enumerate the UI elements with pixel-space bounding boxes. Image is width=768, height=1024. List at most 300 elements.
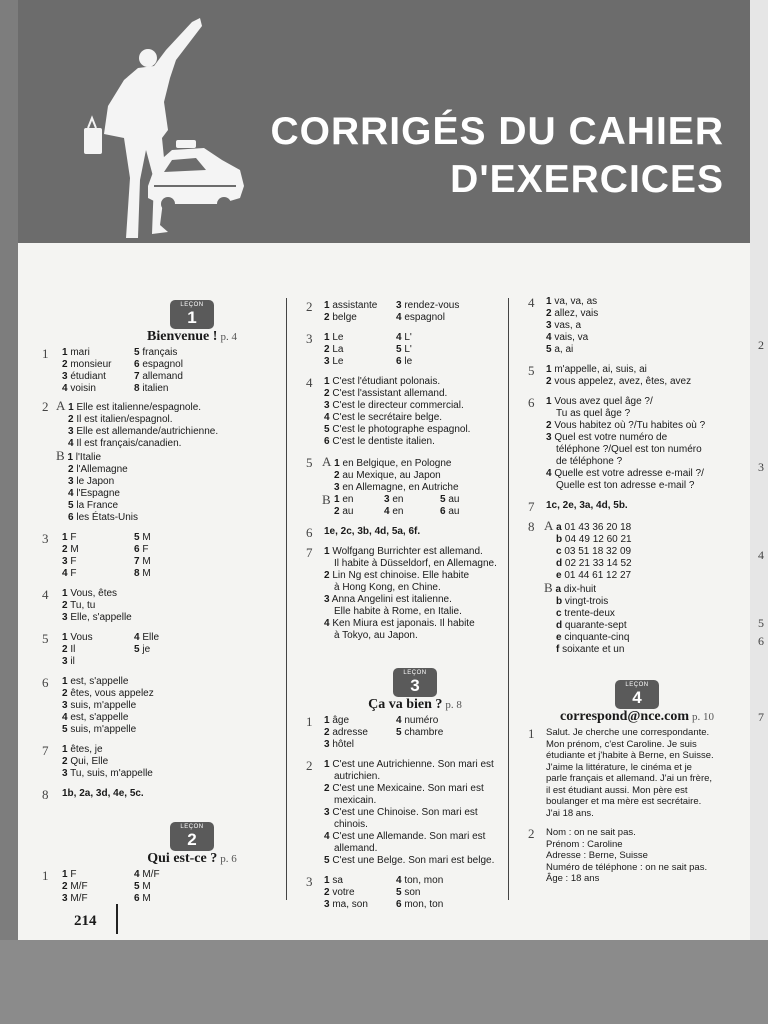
answer-text: C'est le dentiste italien.: [332, 436, 435, 447]
answer-text: son: [404, 887, 421, 898]
answer-label: e: [556, 570, 562, 581]
answer-label: 2: [334, 470, 340, 481]
answer-row: [324, 570, 526, 582]
part-label: B: [322, 492, 331, 507]
answer-list: [56, 400, 302, 524]
answer-row: [556, 620, 748, 632]
answer-text: C'est une Mexicaine. Son mari est: [332, 783, 484, 794]
answer-text: est, s'appelle: [70, 676, 129, 687]
lesson-header: [82, 822, 302, 865]
answer-label: 4: [68, 488, 74, 499]
answer-label: 3: [324, 739, 330, 750]
answer-row: [68, 488, 302, 500]
answer-paragraph: [546, 827, 748, 885]
answer-text: hôtel: [332, 739, 355, 750]
answer-text: Il habite à Düsseldorf, en Allemagne.: [334, 558, 497, 569]
answer-label: 1: [324, 715, 330, 726]
answer-list: [324, 875, 526, 911]
exercise: [42, 631, 302, 668]
answer-row: [324, 546, 526, 558]
answer-label: 4: [396, 332, 402, 343]
answer-text: chinois.: [334, 819, 368, 830]
answer-text: en: [392, 494, 404, 505]
answer-row: [68, 438, 302, 450]
answer-label: 4: [134, 632, 140, 643]
answer-row: [324, 594, 526, 606]
answer-text: Le: [332, 332, 344, 343]
answer-text: 1e, 2c, 3b, 4d, 5a, 6f.: [324, 526, 421, 537]
answer-text: rendez-vous: [404, 300, 460, 311]
answer-row: [324, 424, 526, 436]
page-title: [270, 108, 724, 204]
answer-row: [68, 426, 302, 438]
lesson-title-text: Qui est-ce ?: [147, 851, 218, 866]
exercise-number: 1: [528, 726, 535, 741]
margin-number: 2: [758, 338, 764, 352]
exercise-number: 3: [42, 531, 49, 546]
exercise-number: 3: [306, 874, 313, 889]
answer-text: le: [404, 356, 413, 367]
answer-text: français: [142, 347, 178, 358]
answer-row: [62, 359, 302, 371]
answer-row: [62, 383, 302, 395]
answer-text: Vous, êtes: [70, 588, 118, 599]
answer-list: [546, 396, 748, 492]
answer-text: autrichien.: [334, 771, 381, 782]
answer-text: soixante et un: [562, 644, 625, 655]
exercise-number: 6: [528, 395, 535, 410]
answer-row: [544, 520, 748, 534]
answer-label: b: [556, 534, 563, 545]
answer-label: 5: [440, 494, 446, 505]
answer-label: a: [556, 522, 562, 533]
answer-label: 3: [334, 482, 340, 493]
answer-label: 4: [396, 312, 402, 323]
answer-text: Qui, Elle: [70, 756, 109, 767]
answer-label: 4: [324, 412, 330, 423]
exercise: [42, 743, 302, 780]
lesson-header: [526, 680, 748, 723]
part-label: A: [56, 398, 66, 413]
answer-line: Nom : on ne sait pas.: [546, 827, 636, 838]
answer-line: J'ai 18 ans.: [546, 807, 594, 819]
answer-row: [62, 632, 302, 644]
answer-text: en: [342, 494, 354, 505]
answer-text: assistante: [332, 300, 378, 311]
exercise: [526, 396, 748, 492]
answer-line: parle français et allemand. J'ai un frère,: [546, 773, 713, 784]
answer-row: [62, 588, 302, 600]
answer-list: [62, 532, 302, 580]
lesson-header: [304, 668, 526, 711]
answer-label: 1: [546, 296, 552, 307]
lesson-number: 3: [410, 676, 420, 695]
lesson-header: [82, 300, 302, 343]
answer-row: [324, 875, 526, 887]
answer-text: M: [70, 544, 79, 555]
answer-text: italien: [142, 383, 169, 394]
exercise-number: 7: [306, 545, 313, 560]
answer-text: trente-deux: [564, 608, 615, 619]
answer-line: Numéro de téléphone : on ne sait pas.: [546, 861, 708, 873]
answer-row: [334, 470, 526, 482]
answer-text: C'est une Belge. Son mari est belge.: [332, 855, 495, 866]
answer-label: 1: [324, 875, 330, 886]
answer-row: [544, 582, 748, 596]
answer-text: allez, vais: [554, 308, 599, 319]
answer-text: êtes, je: [70, 744, 103, 755]
lesson-title-text: Bienvenue !: [147, 329, 218, 344]
answer-label: 1: [62, 676, 68, 687]
answer-row: [546, 364, 748, 376]
answer-label: 1: [324, 376, 330, 387]
answer-label: 6: [396, 356, 402, 367]
answer-text: C'est le secrétaire belge.: [332, 412, 443, 423]
exercise: [304, 526, 526, 538]
answer-row: [556, 546, 748, 558]
answer-row: [62, 768, 302, 780]
answer-text: La: [332, 344, 344, 355]
answer-text: au: [342, 506, 354, 517]
answer-label: 2: [68, 414, 74, 425]
answer-row: [324, 899, 526, 911]
scan-shadow-left: [0, 0, 18, 1024]
answer-row: [546, 320, 748, 332]
answer-text: C'est le directeur commercial.: [332, 400, 464, 411]
answer-text: allemand.: [334, 843, 378, 854]
answer-label: 4: [546, 332, 552, 343]
exercise: [304, 300, 526, 324]
answer-text: monsieur: [70, 359, 112, 370]
exercise: [42, 531, 302, 580]
answer-line: Adresse : Berne, Suisse: [546, 850, 648, 861]
answer-line: boulanger et ma mère est secrétaire.: [546, 796, 702, 807]
answer-row: [68, 512, 302, 524]
textbook-page: [18, 0, 750, 940]
answer-text: Ken Miura est japonais. Il habite: [332, 618, 475, 629]
exercise: [526, 500, 748, 512]
answer-row: [62, 700, 302, 712]
answer-text: est, s'appelle: [70, 712, 129, 723]
answer-row: [324, 332, 526, 344]
exercise: [42, 346, 302, 395]
page-number-rule: [116, 904, 118, 934]
lesson-title-text: Ça va bien ?: [368, 697, 443, 712]
answer-line: Prénom : Caroline: [546, 838, 623, 850]
answer-text: Elle: [142, 632, 160, 643]
answer-text: Il est italien/espagnol.: [76, 414, 173, 425]
answer-text: Quel est votre numéro de: [554, 432, 668, 443]
exercise-number: 2: [528, 826, 535, 841]
answer-text: C'est le photographe espagnol.: [332, 424, 471, 435]
answer-label: 3: [62, 371, 68, 382]
answer-line: il est étudiant aussi. Mon père est: [546, 784, 688, 796]
exercise-number: 8: [42, 787, 49, 802]
answer-label: b: [556, 596, 563, 607]
answer-label: 1: [324, 759, 330, 770]
exercise-number: 7: [528, 499, 535, 514]
answer-row: [62, 881, 302, 893]
answer-row: [324, 887, 526, 899]
exercise-number: 4: [306, 375, 313, 390]
answer-row: [62, 656, 302, 668]
answer-row: [546, 296, 748, 308]
answer-text: vous appelez, avez, êtes, avez: [554, 376, 692, 387]
answer-text: belge: [332, 312, 357, 323]
answer-row: [56, 400, 302, 414]
answer-row: [324, 715, 526, 727]
answer-label: 1: [62, 744, 68, 755]
answer-text: M: [142, 556, 151, 567]
answer-label: d: [556, 558, 563, 569]
answer-text: M: [142, 881, 151, 892]
answer-label: 6: [440, 506, 446, 517]
answer-line: Âge : 18 ans: [546, 873, 600, 884]
answer-label: 6: [134, 359, 140, 370]
answer-row: [546, 420, 748, 432]
answer-text: mon, ton: [404, 899, 444, 910]
answer-row: [324, 436, 526, 448]
answer-row: [556, 534, 748, 546]
answer-label: 3: [546, 320, 552, 331]
answer-label: 4: [62, 712, 68, 723]
exercise-number: 4: [42, 587, 49, 602]
answer-text: Il est français/canadien.: [76, 438, 182, 449]
answer-list: [62, 632, 302, 668]
answer-text: C'est une Chinoise. Son mari est: [332, 807, 478, 818]
answer-label: 3: [324, 400, 330, 411]
answer-label: 1: [324, 546, 330, 557]
answer-text: Elle est allemande/autrichienne.: [76, 426, 219, 437]
column-2: [304, 300, 526, 911]
margin-number: 7: [758, 710, 764, 724]
answer-label: 5: [62, 724, 68, 735]
answer-label: 1: [67, 452, 74, 463]
exercise: [304, 759, 526, 867]
answer-row: [546, 432, 748, 444]
answer-row: [62, 756, 302, 768]
scan-shadow-bottom: [0, 940, 768, 1024]
lesson-title-text: correspond@nce.com: [559, 709, 690, 724]
answer-label: 2: [62, 600, 68, 611]
answer-label: 6: [134, 893, 140, 904]
exercise-number: 1: [306, 714, 313, 729]
lesson-page-ref: p. 8: [445, 699, 462, 711]
answer-row: [546, 344, 748, 356]
answer-label: 6: [134, 544, 140, 555]
answer-row: [324, 388, 526, 400]
header-banner: [18, 0, 750, 243]
answer-label: 3: [62, 893, 68, 904]
lesson-tag: [170, 300, 214, 329]
answer-label: a: [555, 584, 562, 595]
exercise-number: 1: [42, 346, 49, 361]
answer-text: M: [142, 532, 151, 543]
answer-label: 4: [68, 438, 74, 449]
answer-label: 1: [334, 494, 340, 505]
answer-label: 1: [68, 402, 74, 413]
lesson-title: [526, 711, 748, 723]
answer-row: [324, 312, 526, 324]
answer-text: à Hong Kong, en Chine.: [334, 582, 441, 593]
answer-row: [324, 300, 526, 312]
answer-row: [324, 376, 526, 388]
title-line-2: D'EXERCICES: [450, 158, 724, 201]
margin-number: 6: [758, 634, 764, 648]
answer-text: 02 21 33 14 52: [564, 558, 632, 569]
exercise: [526, 727, 748, 819]
answer-row: [324, 412, 526, 424]
answer-row: [62, 676, 302, 688]
answer-row: [68, 414, 302, 426]
answer-label: 2: [324, 344, 330, 355]
answer-label: 4: [324, 831, 330, 842]
answer-label: 3: [324, 807, 330, 818]
answer-label: d: [556, 620, 563, 631]
answer-text: en Belgique, en Pologne: [342, 458, 452, 469]
exercise: [42, 675, 302, 736]
exercise: [526, 520, 748, 656]
answer-line: J'aime la littérature, le cinéma et je: [546, 761, 692, 773]
answer-label: 5: [134, 644, 140, 655]
answer-text: Vous avez quel âge ?/: [554, 396, 653, 407]
lesson-number: 2: [187, 830, 197, 849]
answer-row: [324, 727, 526, 739]
exercise-number: 5: [42, 631, 49, 646]
answer-text: F: [70, 869, 77, 880]
answer-row: [62, 744, 302, 756]
part-label: B: [56, 448, 65, 463]
answer-label: 4: [134, 869, 140, 880]
answer-label: 2: [324, 887, 330, 898]
answer-text: cinquante-cinq: [564, 632, 630, 643]
title-line-1: CORRIGÉS DU CAHIER: [270, 110, 724, 153]
margin-number: 4: [758, 548, 764, 562]
answer-label: 2: [324, 570, 330, 581]
answer-text: Wolfgang Burrichter est allemand.: [332, 546, 483, 557]
answer-row: [56, 450, 302, 464]
answer-label: c: [556, 608, 562, 619]
answer-text: voisin: [70, 383, 96, 394]
answer-row: [556, 558, 748, 570]
answer-line: étudiante et j'habite à Berne, en Suisse.: [546, 750, 714, 761]
answer-row: [546, 308, 748, 320]
answer-label: 2: [62, 756, 68, 767]
answer-list: [62, 744, 302, 780]
answer-label: 4: [324, 618, 330, 629]
answer-list: [62, 676, 302, 736]
lesson-tag-label: LEÇON: [625, 682, 649, 688]
answer-label: c: [556, 546, 562, 557]
answer-label: 1: [62, 588, 68, 599]
answer-label: 2: [62, 544, 68, 555]
answer-label: 1: [546, 364, 552, 375]
answer-text: Quelle est votre adresse e-mail ?/: [554, 468, 704, 479]
answer-list: [546, 364, 748, 388]
answer-list: [62, 588, 302, 624]
answer-row: [324, 344, 526, 356]
answer-text: espagnol: [404, 312, 445, 323]
exercise-number: 8: [528, 519, 535, 534]
answer-text: L': [404, 344, 412, 355]
lesson-page-ref: p. 4: [220, 331, 237, 343]
answer-row: [324, 807, 526, 819]
exercise-number: 2: [306, 299, 313, 314]
answer-text: va, va, as: [554, 296, 598, 307]
answer-label: 3: [384, 494, 390, 505]
lesson-title: [82, 331, 302, 343]
answer-list: [324, 715, 526, 751]
answer-label: 2: [324, 312, 330, 323]
answer-label: 3: [68, 426, 74, 437]
answer-label: 1: [62, 869, 68, 880]
answer-row: [324, 855, 526, 867]
answer-text: Elle, s'appelle: [70, 612, 132, 623]
answer-row: [322, 456, 526, 470]
answer-label: 1: [62, 347, 68, 358]
answer-text: vingt-trois: [564, 596, 609, 607]
answer-row: [556, 608, 748, 620]
exercise: [42, 398, 302, 524]
answer-label: 5: [68, 500, 74, 511]
lesson-page-ref: p. 10: [692, 711, 715, 723]
answer-row: [556, 596, 748, 608]
page-number: 214: [74, 913, 97, 929]
exercise: [526, 364, 748, 388]
answer-label: 5: [396, 344, 402, 355]
answer-label: 5: [546, 344, 552, 355]
answer-row: [62, 532, 302, 544]
answer-text: la France: [76, 500, 119, 511]
margin-number: 3: [758, 460, 764, 474]
answer-label: 5: [396, 727, 402, 738]
answer-label: e: [556, 632, 562, 643]
answer-text: vais, va: [554, 332, 589, 343]
exercise-number: 5: [528, 363, 535, 378]
answer-label: 5: [324, 855, 330, 866]
exercise: [42, 587, 302, 624]
answer-row: [556, 644, 748, 656]
answer-text: C'est une Allemande. Son mari est: [332, 831, 486, 842]
answer-label: 2: [68, 464, 74, 475]
answer-label: 3: [62, 768, 68, 779]
answer-text: Tu, suis, m'appelle: [70, 768, 153, 779]
answer-label: 3: [62, 556, 68, 567]
answer-text: à Tokyo, au Japon.: [334, 630, 418, 641]
answer-row: [62, 556, 302, 568]
answer-line: Mon prénom, c'est Caroline. Je suis: [546, 738, 697, 750]
answer-text: 03 51 18 32 09: [564, 546, 632, 557]
exercise-number: 4: [528, 295, 535, 310]
answer-label: 2: [62, 881, 68, 892]
answer-text: l'Espagne: [76, 488, 120, 499]
exercise: [304, 332, 526, 368]
answer-text: L': [404, 332, 412, 343]
answer-text: Anna Angelini est italienne.: [331, 594, 452, 605]
answer-text: ma, son: [332, 899, 368, 910]
answer-text: a, ai: [554, 344, 574, 355]
answer-label: 2: [62, 644, 68, 655]
answer-text: mari: [70, 347, 90, 358]
answer-text: téléphone ?/Quel est ton numéro: [556, 444, 702, 455]
lesson-tag-label: LEÇON: [403, 670, 427, 676]
answer-text: Vous: [70, 632, 93, 643]
answer-text: quarante-sept: [564, 620, 627, 631]
margin-number: 5: [758, 616, 764, 630]
answer-label: 5: [134, 881, 140, 892]
answer-label: 3: [324, 594, 330, 605]
answer-label: 1: [62, 532, 68, 543]
